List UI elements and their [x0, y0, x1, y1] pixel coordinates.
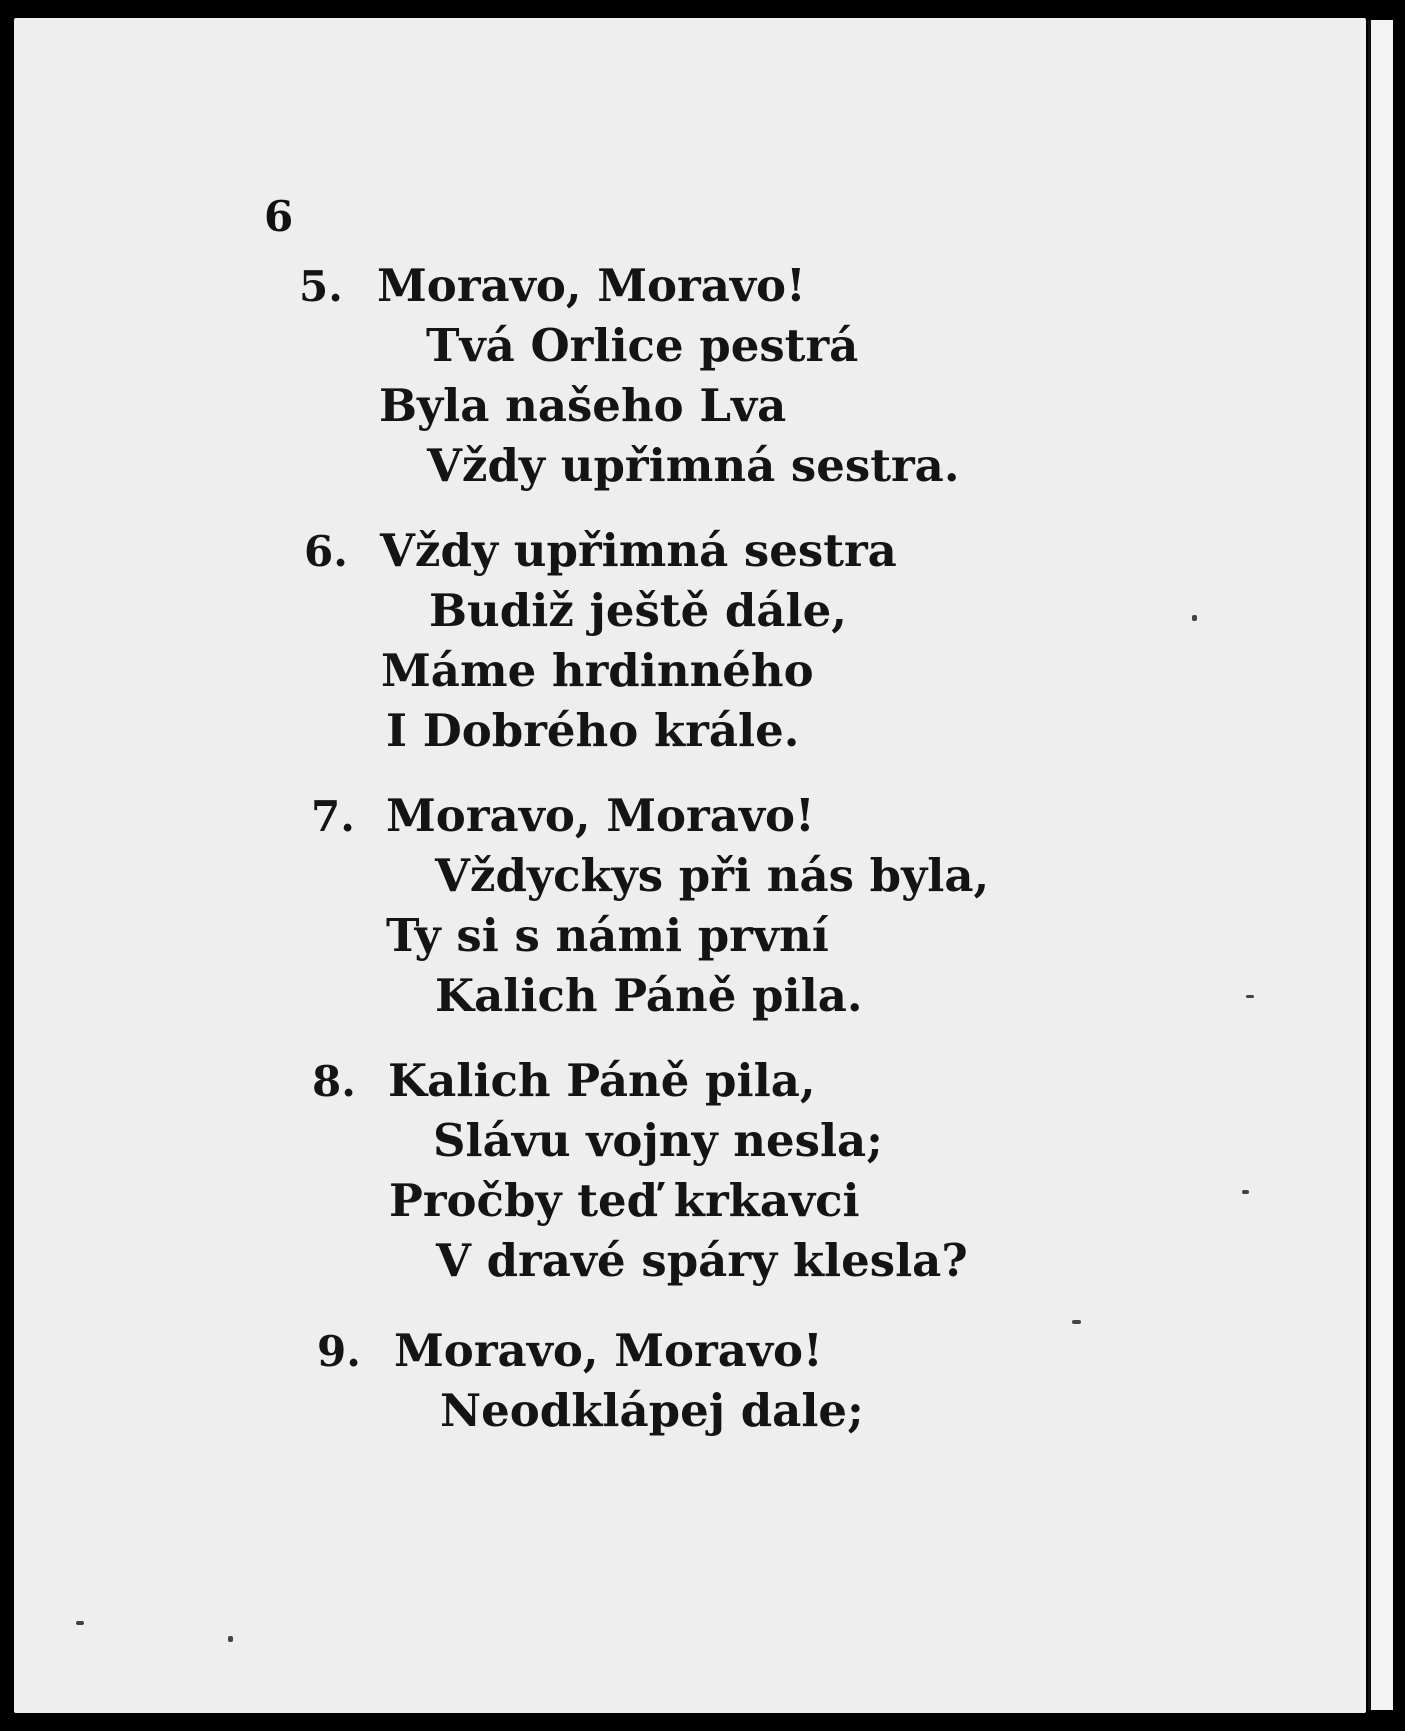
book-page [14, 18, 1366, 1713]
print-speck [76, 1621, 84, 1625]
stanza-line: I Dobrého krále. [386, 704, 800, 757]
stanza-line: Kalich Páně pila, [388, 1054, 816, 1107]
adjacent-page-edge [1368, 20, 1393, 1710]
stanza-number: 8. [312, 1057, 356, 1106]
print-speck [1246, 995, 1254, 998]
print-speck [1072, 1320, 1081, 1324]
stanza-line: Moravo, Moravo! [386, 789, 815, 842]
stanza-line: Moravo, Moravo! [377, 259, 806, 312]
stanza-number: 9. [317, 1327, 361, 1376]
stanza-line: Pročby teď krkavci [389, 1174, 860, 1227]
stanza-line: Budiž ještě dále, [429, 584, 847, 637]
stanza-line: V dravé spáry klesla? [436, 1234, 968, 1287]
stanza-line: Tvá Orlice pestrá [426, 319, 859, 372]
stanza-line: Vždy upřimná sestra. [427, 439, 960, 492]
page-number: 6 [264, 192, 294, 241]
stanza-line: Vždy upřimná sestra [380, 524, 897, 577]
stanza-line: Vždyckys při nás byla, [435, 849, 990, 902]
stanza-number: 7. [311, 792, 355, 841]
stanza-number: 5. [299, 262, 343, 311]
stanza-line: Ty si s námi první [386, 909, 829, 962]
print-speck [1242, 1190, 1249, 1194]
stanza-line: Byla našeho Lva [379, 379, 787, 432]
print-speck [228, 1636, 233, 1642]
print-speck [1192, 615, 1197, 621]
stanza-line: Slávu vojny nesla; [433, 1114, 883, 1167]
stanza-line: Moravo, Moravo! [394, 1324, 823, 1377]
stanza-number: 6. [304, 527, 348, 576]
stanza-line: Máme hrdinného [381, 644, 814, 697]
stanza-line: Neodklápej dale; [440, 1384, 864, 1437]
stanza-line: Kalich Páně pila. [435, 969, 863, 1022]
